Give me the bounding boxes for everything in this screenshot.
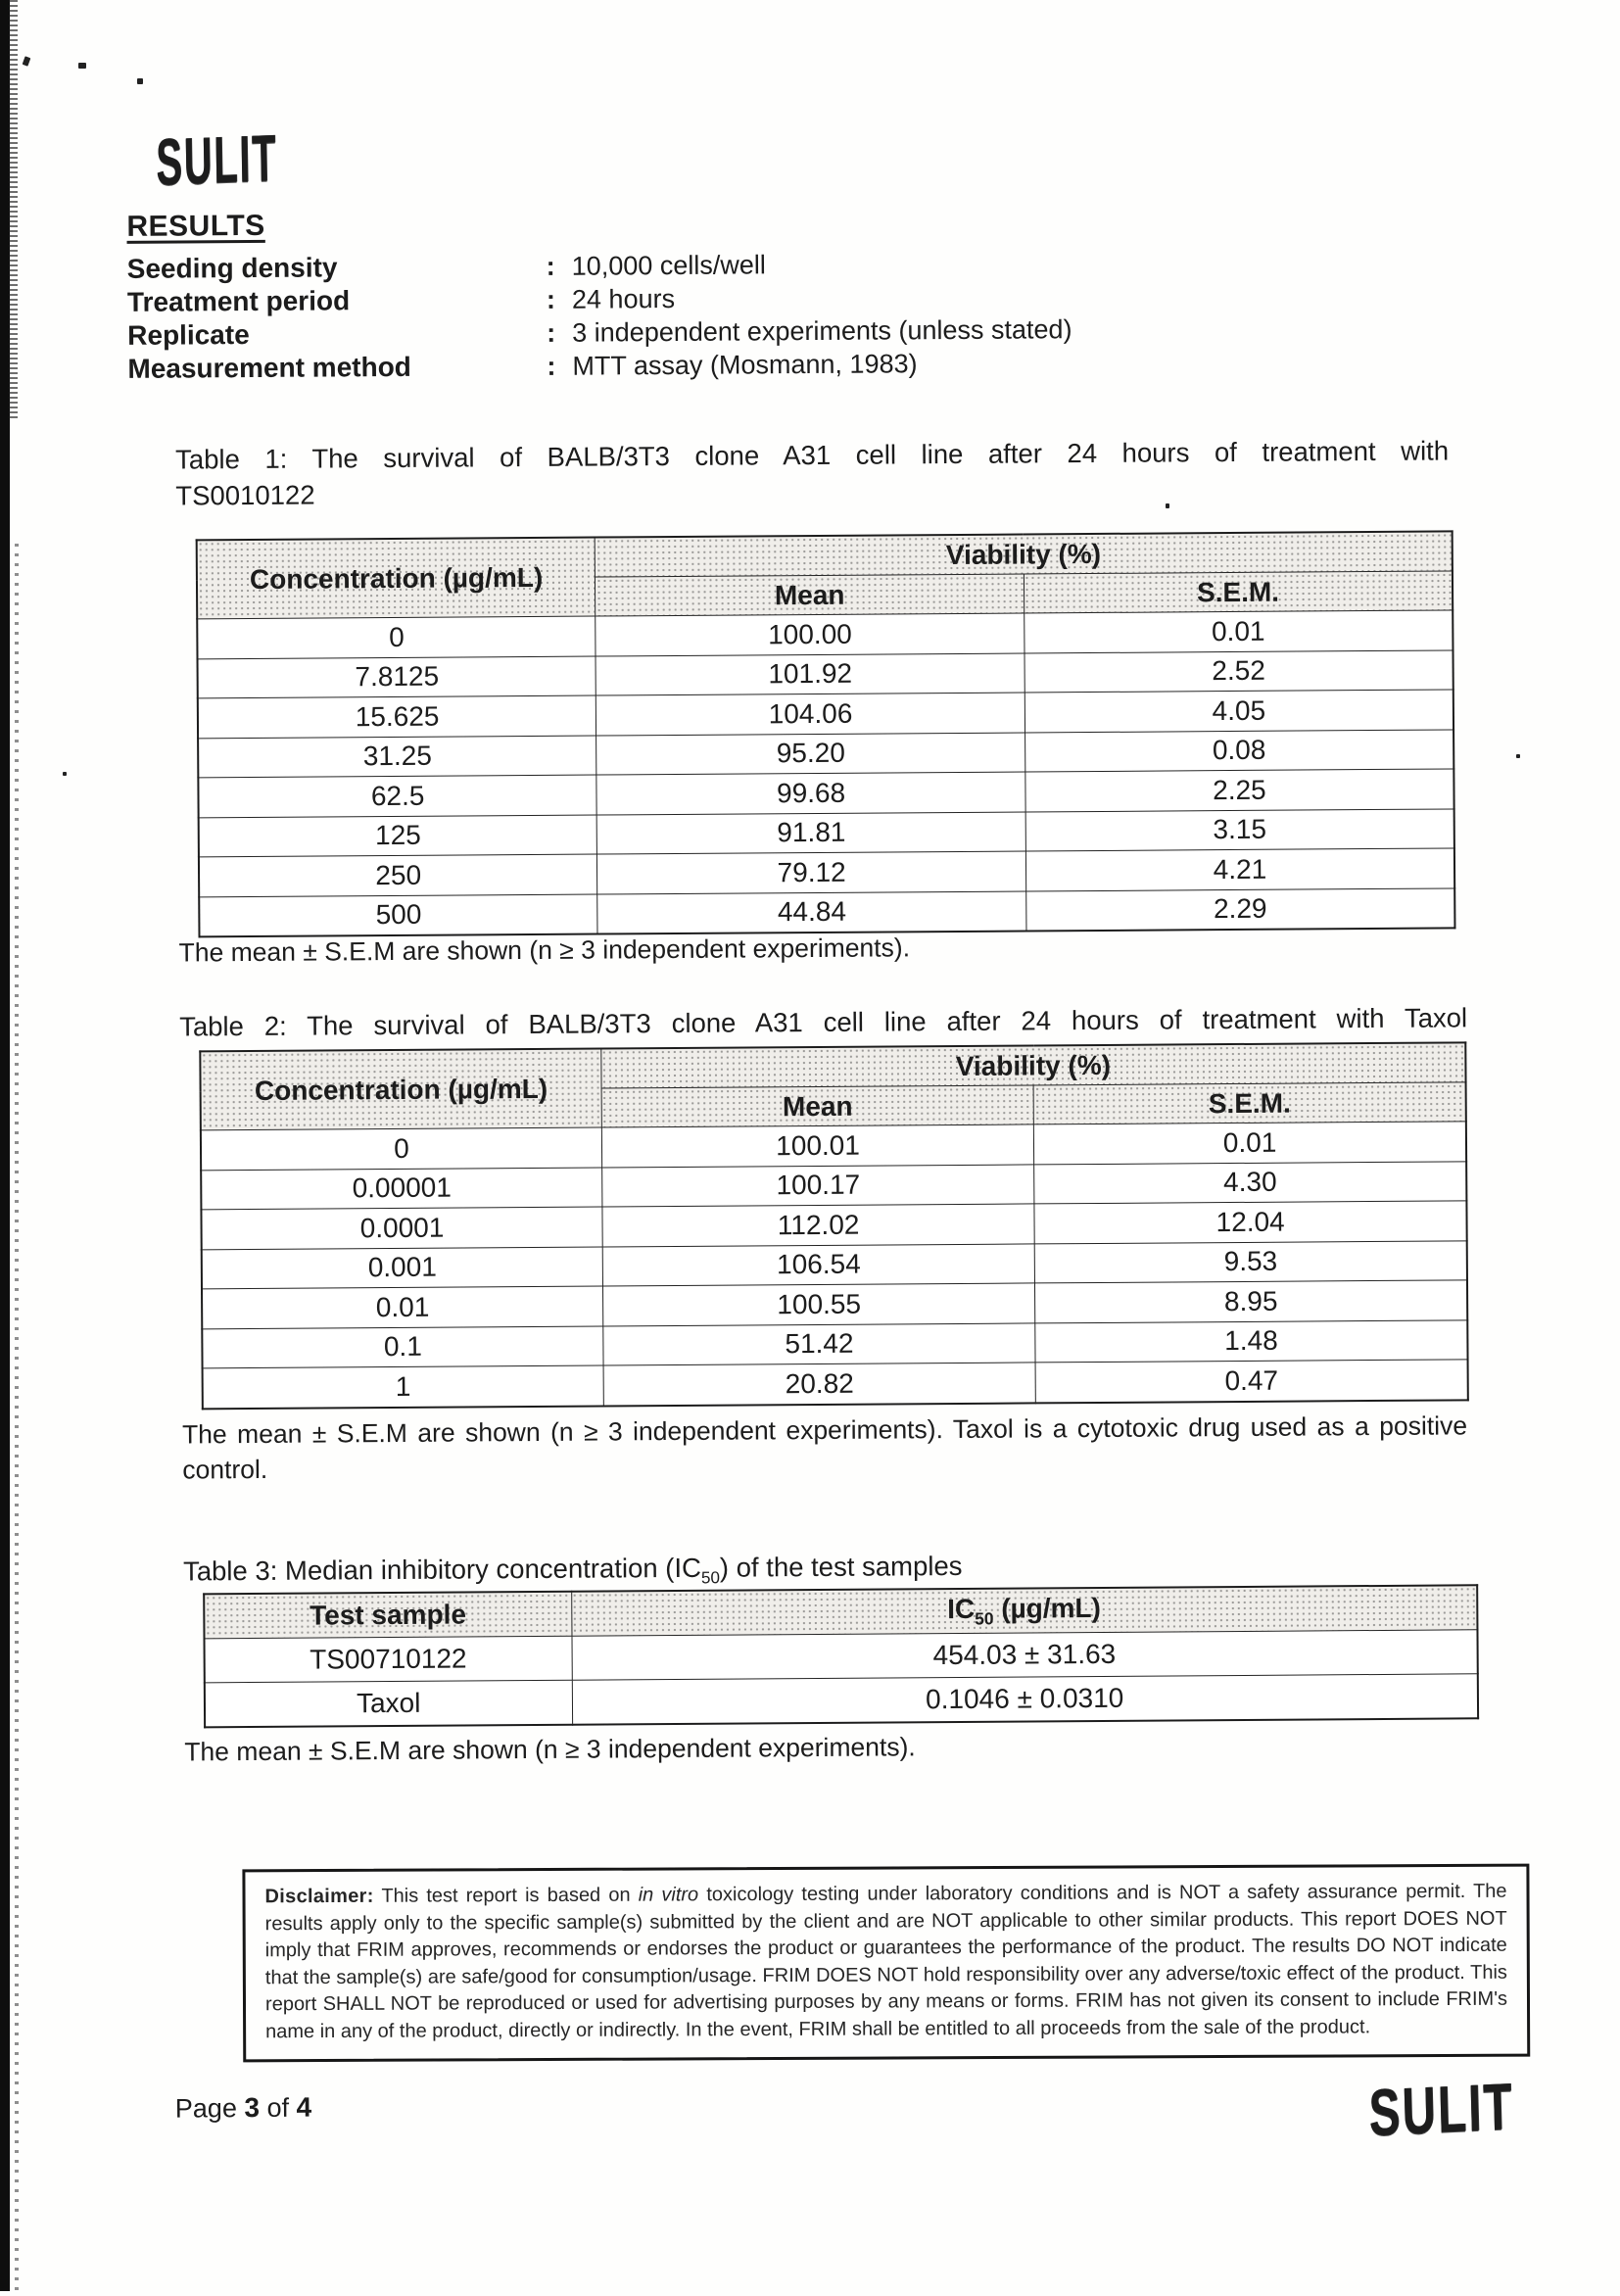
table3-title-pre: Table 3: Median inhibitory concentration (IC xyxy=(182,1552,702,1587)
table-cell: 2.25 xyxy=(1025,769,1454,812)
page-current: 3 xyxy=(244,2091,261,2124)
table-cell: 101.92 xyxy=(596,652,1024,695)
table-cell: 0.47 xyxy=(1035,1360,1468,1403)
table-cell: 95.20 xyxy=(596,732,1025,775)
table1-footnote: The mean ± S.E.M are shown (n ≥ 3 independent experiments). xyxy=(178,933,911,968)
table-cell: 31.25 xyxy=(198,736,596,778)
table3-col-ic50 xyxy=(571,1585,1477,1636)
scan-speck xyxy=(63,772,67,776)
meta-colon: : xyxy=(547,317,556,348)
page-number-footer xyxy=(175,2092,312,2125)
table-cell: 4.21 xyxy=(1025,848,1454,891)
scan-noise-artifact xyxy=(15,544,19,2291)
document-page xyxy=(121,0,1515,2296)
table-cell: Taxol xyxy=(205,1680,572,1727)
table1-col-viability: Viability (%) xyxy=(595,531,1452,577)
table-cell: 20.82 xyxy=(603,1363,1036,1406)
table-cell: 44.84 xyxy=(597,890,1026,933)
results-metadata xyxy=(127,246,1206,387)
table-cell: 9.53 xyxy=(1034,1240,1467,1283)
meta-label: Measurement method xyxy=(127,351,411,384)
table-cell: TS00710122 xyxy=(204,1636,571,1683)
table-row xyxy=(203,1360,1468,1409)
disclaimer-text-2: toxicology testing under laboratory conditions and is NOT a safety assurance permit. The results apply only to the specific sample(s) submitted by the client and are NOT applicable to other similar products. This report DOES NOT imply that FRIM approves, recommends or endorses the product or guarantees the performance of the product. The results DO NOT indicate that the sample(s) are safe/good for consumption/usage. FRIM DOES NOT hold responsibility over any adverse/toxic effect of the product. This report SHALL NOT be reproduced or used for advertising purposes by any means or forms. FRIM has not given its consent to include FRIM's name in any of the product, directly or indirectly. In the event, FRIM shall be entitled to all proceeds from the sale of the product. xyxy=(264,1880,1508,2042)
ic50-unit: (µg/mL) xyxy=(993,1592,1102,1624)
meta-value: 24 hours xyxy=(571,283,676,314)
table-cell: 99.68 xyxy=(596,772,1025,815)
scan-speck xyxy=(1516,754,1520,758)
table-cell: 0.00001 xyxy=(201,1168,602,1210)
table-cell: 62.5 xyxy=(198,775,596,817)
table3-title-post: ) of the test samples xyxy=(719,1550,963,1583)
ic50-subscript: 50 xyxy=(975,1608,994,1629)
table-cell: 125 xyxy=(199,815,597,857)
table2-survival-taxol xyxy=(199,1041,1469,1410)
table-cell: 500 xyxy=(199,894,597,937)
table-cell: 4.05 xyxy=(1024,690,1453,733)
table1-col-sem: S.E.M. xyxy=(1024,571,1453,613)
table2-col-concentration: Concentration (µg/mL) xyxy=(200,1049,601,1130)
meta-label: Treatment period xyxy=(126,285,351,317)
table-cell: 250 xyxy=(199,854,597,896)
table1-title xyxy=(175,432,1449,513)
table-cell: 3.15 xyxy=(1025,808,1454,851)
table-cell: 0.01 xyxy=(1034,1122,1467,1165)
meta-colon: : xyxy=(546,251,555,281)
scan-speck xyxy=(23,56,31,67)
table-cell: 2.29 xyxy=(1026,887,1455,931)
table-row xyxy=(205,1674,1478,1728)
table1-survival-ts0010122 xyxy=(196,530,1456,937)
table-cell: 2.52 xyxy=(1024,649,1453,693)
table-cell: 79.12 xyxy=(597,851,1026,894)
table-cell: 104.06 xyxy=(596,693,1025,736)
table-cell: 7.8125 xyxy=(198,656,596,698)
table-cell: 8.95 xyxy=(1035,1280,1468,1323)
meta-label: Seeding density xyxy=(126,252,338,284)
table-cell: 1.48 xyxy=(1035,1319,1468,1363)
table-cell: 0 xyxy=(201,1127,602,1170)
results-heading: RESULTS xyxy=(126,209,265,243)
disclaimer-text-1: This test report is based on xyxy=(373,1884,639,1907)
table3-ic50 xyxy=(203,1584,1479,1728)
page-word: Page xyxy=(174,2093,238,2124)
table-cell: 12.04 xyxy=(1034,1201,1467,1244)
table-cell: 15.625 xyxy=(198,695,596,738)
table2-col-sem: S.E.M. xyxy=(1033,1082,1466,1124)
sulit-stamp-bottom: SULIT xyxy=(1367,2069,1515,2150)
sulit-stamp-top: SULIT xyxy=(155,120,278,200)
table1-title-line2: TS0010122 xyxy=(175,479,315,511)
table-cell: 0.01 xyxy=(1024,610,1453,653)
disclaimer-italic-term: in vitro xyxy=(638,1884,699,1906)
meta-label: Replicate xyxy=(127,319,250,351)
scan-noise-artifact xyxy=(9,0,18,421)
table2-footnote xyxy=(182,1408,1467,1487)
table1-title-line1: Table 1: The survival of BALB/3T3 clone A31 cell line after 24 hours of treatment with xyxy=(174,435,1450,475)
table-cell: 4.30 xyxy=(1034,1161,1467,1204)
table-cell: 454.03 ± 31.63 xyxy=(571,1630,1477,1680)
table-cell: 51.42 xyxy=(603,1322,1036,1365)
table-cell: 112.02 xyxy=(602,1204,1035,1247)
ic50-label: IC xyxy=(947,1593,976,1624)
table3-title-subscript: 50 xyxy=(700,1568,721,1588)
table-cell: 0 xyxy=(197,616,596,658)
disclaimer-label: Disclaimer: xyxy=(264,1885,374,1908)
table-cell: 100.17 xyxy=(602,1164,1035,1207)
meta-value: 3 independent experiments (unless stated) xyxy=(572,314,1072,348)
table2-col-mean: Mean xyxy=(601,1085,1034,1127)
table3-footnote: The mean ± S.E.M are shown (n ≥ 3 independent experiments). xyxy=(184,1732,916,1767)
table-cell: 91.81 xyxy=(596,811,1025,854)
meta-value: 10,000 cells/well xyxy=(571,250,766,281)
table-cell: 0.001 xyxy=(202,1247,603,1289)
table-cell: 100.55 xyxy=(602,1283,1035,1326)
page-total: 4 xyxy=(296,2091,312,2123)
table-cell: 0.1046 ± 0.0310 xyxy=(572,1674,1478,1725)
table-cell: 0.08 xyxy=(1024,729,1453,772)
table1-col-mean: Mean xyxy=(596,574,1024,616)
table-cell: 100.00 xyxy=(596,613,1024,656)
page-of-word: of xyxy=(266,2092,290,2123)
meta-colon: : xyxy=(546,284,556,314)
disclaimer-box xyxy=(242,1864,1530,2063)
table2-col-viability: Viability (%) xyxy=(601,1042,1466,1088)
meta-row-measurement-method xyxy=(127,346,1205,387)
table2-title xyxy=(179,1002,1467,1042)
table-cell: 106.54 xyxy=(602,1243,1035,1286)
meta-value: MTT assay (Mosmann, 1983) xyxy=(572,349,918,381)
table-cell: 1 xyxy=(203,1365,604,1409)
scan-speck xyxy=(78,63,86,69)
table-cell: 0.1 xyxy=(202,1326,603,1368)
table-cell: 0.0001 xyxy=(201,1207,602,1249)
table2-footnote-text: The mean ± S.E.M are shown (n ≥ 3 independent experiments). Taxol is a cytotoxic drug used as a positive control. xyxy=(181,1411,1468,1485)
table-cell: 100.01 xyxy=(601,1124,1034,1168)
meta-colon: : xyxy=(547,351,556,381)
table2-title-text: Table 2: The survival of BALB/3T3 clone A31 cell line after 24 hours of treatment with Taxol xyxy=(179,1002,1468,1042)
table3-col-test-sample: Test sample xyxy=(204,1592,571,1639)
table-cell: 0.01 xyxy=(202,1286,603,1328)
table1-col-concentration: Concentration (µg/mL) xyxy=(197,538,596,619)
